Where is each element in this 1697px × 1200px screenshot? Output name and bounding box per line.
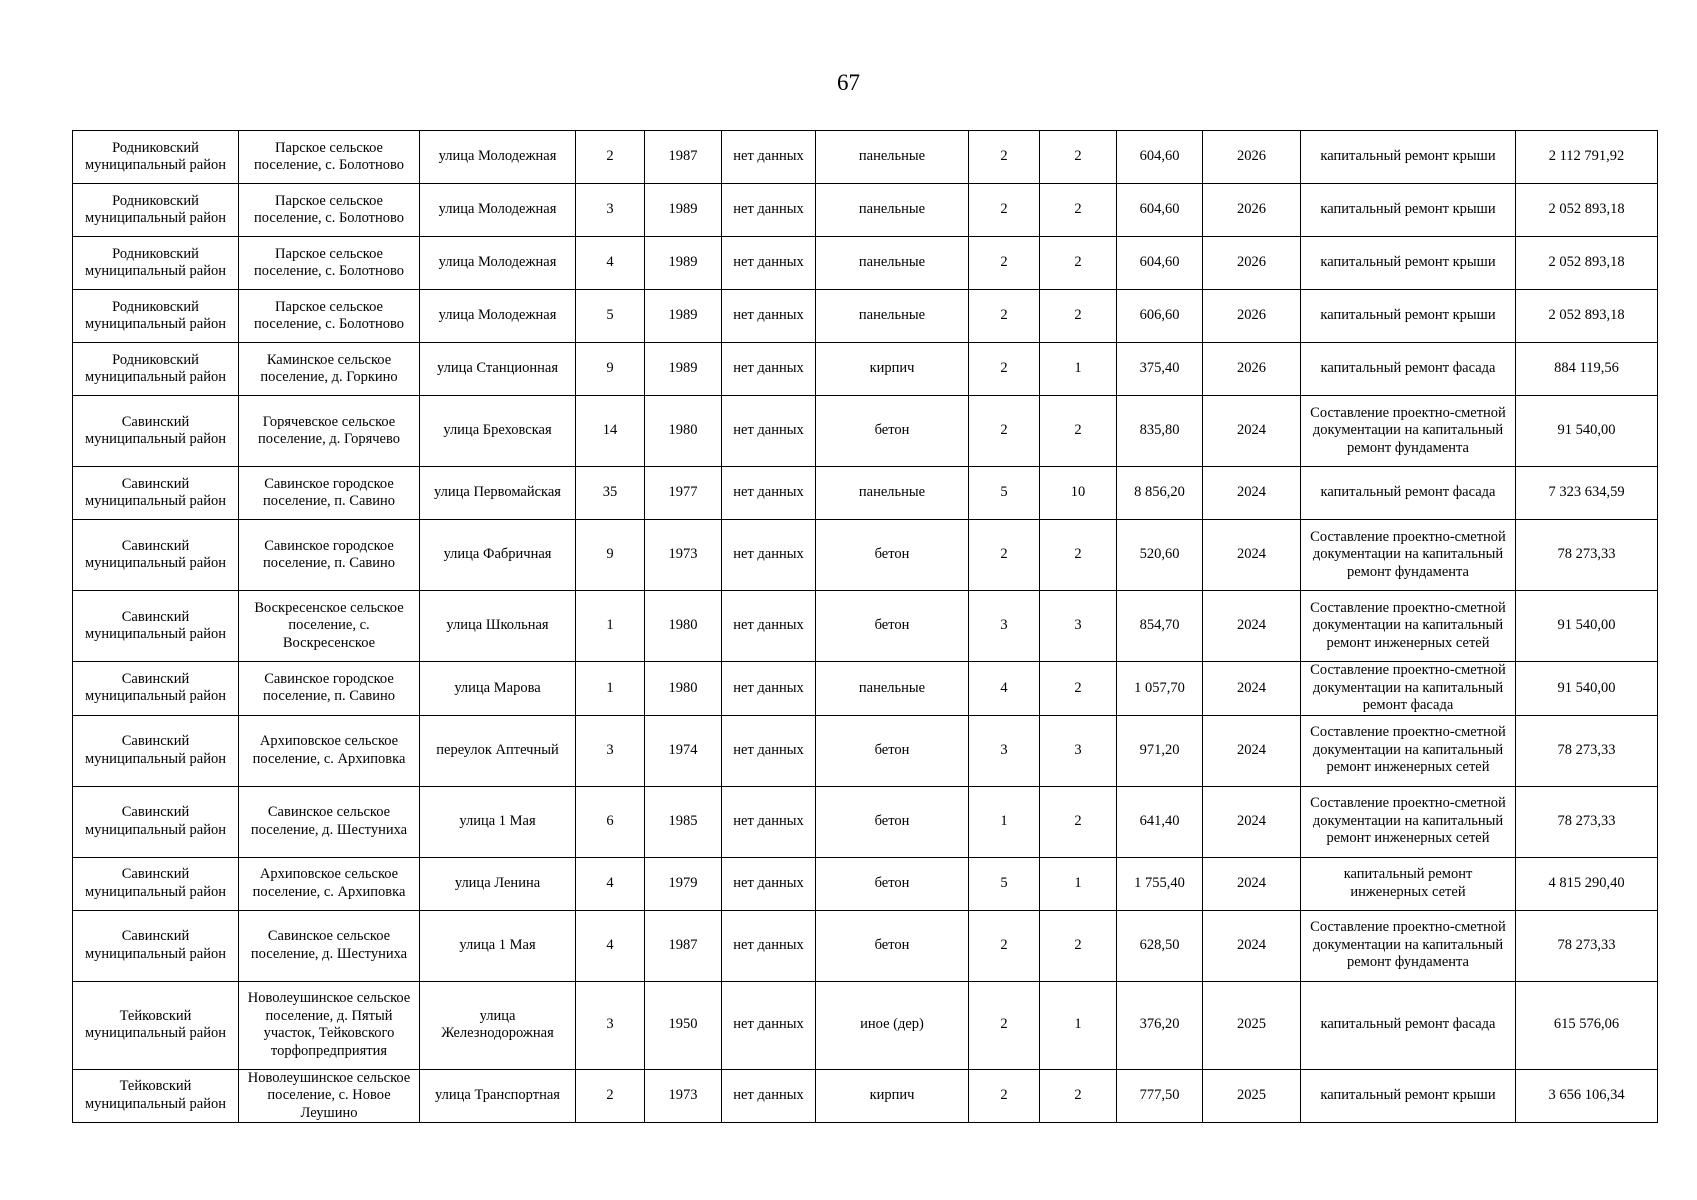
cell-settlement: Новолеушинское сельское поселение, д. Пятый участок, Тейковского торфопредприятия: [239, 981, 420, 1069]
cell-work: капитальный ремонт крыши: [1301, 131, 1516, 184]
cell-floors: 2: [969, 520, 1040, 591]
cell-entrances: 2: [1040, 520, 1117, 591]
cell-settlement: Воскресенское сельское поселение, с. Воскресенское: [239, 591, 420, 662]
table-row: [73, 396, 1658, 467]
cell-plan-year: 2024: [1203, 662, 1301, 716]
cell-floors: 2: [969, 184, 1040, 237]
cell-material: кирпич: [816, 343, 969, 396]
table-row: [73, 131, 1658, 184]
cell-area: 8 856,20: [1117, 467, 1203, 520]
cell-settlement: Парское сельское поселение, с. Болотново: [239, 290, 420, 343]
cell-extra: нет данных: [722, 131, 816, 184]
cell-plan-year: 2026: [1203, 237, 1301, 290]
table-row: [73, 290, 1658, 343]
cell-plan-year: 2026: [1203, 343, 1301, 396]
cell-area: 854,70: [1117, 591, 1203, 662]
cell-district: Родниковский муниципальный район: [73, 131, 239, 184]
cell-floors: 2: [969, 396, 1040, 467]
cell-district: Савинский муниципальный район: [73, 910, 239, 981]
cell-extra: нет данных: [722, 662, 816, 716]
cell-settlement: Савинское городское поселение, п. Савино: [239, 520, 420, 591]
cell-house: 4: [576, 857, 645, 910]
cell-material: бетон: [816, 396, 969, 467]
cell-year: 1979: [645, 857, 722, 910]
cell-settlement: Архиповское сельское поселение, с. Архиповка: [239, 715, 420, 786]
cell-plan-year: 2025: [1203, 981, 1301, 1069]
cell-street: улица Транспортная: [420, 1069, 576, 1123]
cell-plan-year: 2026: [1203, 131, 1301, 184]
cell-area: 1 755,40: [1117, 857, 1203, 910]
cell-plan-year: 2024: [1203, 396, 1301, 467]
cell-house: 1: [576, 591, 645, 662]
cell-year: 1950: [645, 981, 722, 1069]
cell-material: иное (дер): [816, 981, 969, 1069]
table-row: [73, 591, 1658, 662]
cell-house: 1: [576, 662, 645, 716]
cell-extra: нет данных: [722, 715, 816, 786]
cell-floors: 4: [969, 662, 1040, 716]
cell-district: Савинский муниципальный район: [73, 591, 239, 662]
cell-floors: 2: [969, 910, 1040, 981]
cell-area: 520,60: [1117, 520, 1203, 591]
cell-extra: нет данных: [722, 857, 816, 910]
cell-street: улица 1 Мая: [420, 910, 576, 981]
cell-cost: 4 815 290,40: [1516, 857, 1658, 910]
cell-street: переулок Аптечный: [420, 715, 576, 786]
cell-material: панельные: [816, 290, 969, 343]
cell-work: капитальный ремонт фасада: [1301, 467, 1516, 520]
cell-street: улица Бреховская: [420, 396, 576, 467]
cell-plan-year: 2026: [1203, 290, 1301, 343]
cell-entrances: 2: [1040, 237, 1117, 290]
cell-year: 1974: [645, 715, 722, 786]
cell-house: 9: [576, 343, 645, 396]
cell-street: улица Станционная: [420, 343, 576, 396]
cell-area: 375,40: [1117, 343, 1203, 396]
cell-plan-year: 2025: [1203, 1069, 1301, 1123]
cell-material: панельные: [816, 131, 969, 184]
cell-settlement: Парское сельское поселение, с. Болотново: [239, 237, 420, 290]
cell-work: Составление проектно-сметной документации на капитальный ремонт фасада: [1301, 662, 1516, 716]
cell-house: 3: [576, 715, 645, 786]
cell-plan-year: 2024: [1203, 786, 1301, 857]
cell-plan-year: 2024: [1203, 467, 1301, 520]
cell-extra: нет данных: [722, 786, 816, 857]
cell-house: 4: [576, 237, 645, 290]
cell-entrances: 2: [1040, 290, 1117, 343]
cell-extra: нет данных: [722, 184, 816, 237]
cell-plan-year: 2024: [1203, 715, 1301, 786]
cell-settlement: Савинское сельское поселение, д. Шестуниха: [239, 786, 420, 857]
cell-settlement: Савинское городское поселение, п. Савино: [239, 662, 420, 716]
cell-year: 1973: [645, 1069, 722, 1123]
cell-entrances: 2: [1040, 662, 1117, 716]
cell-year: 1989: [645, 343, 722, 396]
cell-cost: 91 540,00: [1516, 662, 1658, 716]
cell-plan-year: 2024: [1203, 910, 1301, 981]
cell-cost: 91 540,00: [1516, 396, 1658, 467]
table-row: [73, 184, 1658, 237]
cell-area: 628,50: [1117, 910, 1203, 981]
cell-plan-year: 2024: [1203, 591, 1301, 662]
table-row: [73, 910, 1658, 981]
cell-material: бетон: [816, 715, 969, 786]
cell-street: улица Фабричная: [420, 520, 576, 591]
cell-floors: 2: [969, 237, 1040, 290]
cell-house: 5: [576, 290, 645, 343]
cell-area: 604,60: [1117, 184, 1203, 237]
cell-work: капитальный ремонт фасада: [1301, 343, 1516, 396]
cell-cost: 615 576,06: [1516, 981, 1658, 1069]
cell-year: 1980: [645, 396, 722, 467]
cell-cost: 91 540,00: [1516, 591, 1658, 662]
cell-year: 1977: [645, 467, 722, 520]
cell-entrances: 2: [1040, 786, 1117, 857]
table-row: [73, 715, 1658, 786]
cell-floors: 5: [969, 467, 1040, 520]
cell-material: панельные: [816, 184, 969, 237]
cell-area: 376,20: [1117, 981, 1203, 1069]
cell-material: бетон: [816, 591, 969, 662]
cell-district: Родниковский муниципальный район: [73, 343, 239, 396]
cell-floors: 2: [969, 343, 1040, 396]
cell-floors: 1: [969, 786, 1040, 857]
cell-entrances: 3: [1040, 591, 1117, 662]
repair-registry-table: [72, 130, 1658, 1123]
cell-settlement: Савинское городское поселение, п. Савино: [239, 467, 420, 520]
cell-house: 4: [576, 910, 645, 981]
cell-work: капитальный ремонт крыши: [1301, 237, 1516, 290]
cell-extra: нет данных: [722, 520, 816, 591]
cell-street: улица 1 Мая: [420, 786, 576, 857]
cell-work: капитальный ремонт крыши: [1301, 184, 1516, 237]
cell-floors: 2: [969, 981, 1040, 1069]
cell-house: 2: [576, 1069, 645, 1123]
cell-work: Составление проектно-сметной документации на капитальный ремонт инженерных сетей: [1301, 591, 1516, 662]
cell-plan-year: 2024: [1203, 520, 1301, 591]
cell-cost: 2 052 893,18: [1516, 237, 1658, 290]
cell-year: 1980: [645, 662, 722, 716]
cell-cost: 2 112 791,92: [1516, 131, 1658, 184]
cell-area: 604,60: [1117, 237, 1203, 290]
cell-area: 1 057,70: [1117, 662, 1203, 716]
table-row: [73, 343, 1658, 396]
cell-district: Савинский муниципальный район: [73, 715, 239, 786]
cell-district: Савинский муниципальный район: [73, 520, 239, 591]
cell-entrances: 1: [1040, 981, 1117, 1069]
cell-settlement: Парское сельское поселение, с. Болотново: [239, 131, 420, 184]
cell-cost: 3 656 106,34: [1516, 1069, 1658, 1123]
cell-year: 1987: [645, 131, 722, 184]
cell-street: улица Железнодорожная: [420, 981, 576, 1069]
cell-material: панельные: [816, 662, 969, 716]
cell-area: 777,50: [1117, 1069, 1203, 1123]
cell-cost: 78 273,33: [1516, 786, 1658, 857]
cell-entrances: 10: [1040, 467, 1117, 520]
cell-street: улица Школьная: [420, 591, 576, 662]
cell-year: 1989: [645, 290, 722, 343]
cell-entrances: 1: [1040, 343, 1117, 396]
cell-district: Родниковский муниципальный район: [73, 184, 239, 237]
cell-house: 3: [576, 184, 645, 237]
cell-plan-year: 2024: [1203, 857, 1301, 910]
cell-street: улица Первомайская: [420, 467, 576, 520]
cell-material: панельные: [816, 467, 969, 520]
cell-extra: нет данных: [722, 396, 816, 467]
cell-cost: 78 273,33: [1516, 910, 1658, 981]
cell-floors: 2: [969, 1069, 1040, 1123]
cell-extra: нет данных: [722, 591, 816, 662]
cell-house: 3: [576, 981, 645, 1069]
cell-area: 606,60: [1117, 290, 1203, 343]
cell-floors: 2: [969, 290, 1040, 343]
cell-house: 14: [576, 396, 645, 467]
cell-extra: нет данных: [722, 981, 816, 1069]
cell-year: 1973: [645, 520, 722, 591]
cell-material: бетон: [816, 786, 969, 857]
table-row: [73, 1069, 1658, 1123]
cell-material: бетон: [816, 520, 969, 591]
cell-district: Родниковский муниципальный район: [73, 290, 239, 343]
cell-district: Тейковский муниципальный район: [73, 981, 239, 1069]
cell-material: бетон: [816, 910, 969, 981]
cell-street: улица Молодежная: [420, 290, 576, 343]
cell-year: 1980: [645, 591, 722, 662]
cell-work: капитальный ремонт крыши: [1301, 1069, 1516, 1123]
cell-settlement: Горячевское сельское поселение, д. Горячево: [239, 396, 420, 467]
cell-entrances: 3: [1040, 715, 1117, 786]
cell-settlement: Каминское сельское поселение, д. Горкино: [239, 343, 420, 396]
cell-extra: нет данных: [722, 237, 816, 290]
cell-district: Савинский муниципальный район: [73, 662, 239, 716]
cell-street: улица Ленина: [420, 857, 576, 910]
cell-cost: 884 119,56: [1516, 343, 1658, 396]
cell-cost: 78 273,33: [1516, 520, 1658, 591]
table-row: [73, 857, 1658, 910]
cell-cost: 2 052 893,18: [1516, 290, 1658, 343]
cell-year: 1989: [645, 184, 722, 237]
cell-extra: нет данных: [722, 467, 816, 520]
cell-year: 1987: [645, 910, 722, 981]
cell-entrances: 2: [1040, 1069, 1117, 1123]
table-row: [73, 520, 1658, 591]
cell-house: 35: [576, 467, 645, 520]
cell-street: улица Молодежная: [420, 237, 576, 290]
cell-work: Составление проектно-сметной документации на капитальный ремонт инженерных сетей: [1301, 786, 1516, 857]
table-row: [73, 981, 1658, 1069]
cell-material: бетон: [816, 857, 969, 910]
cell-cost: 2 052 893,18: [1516, 184, 1658, 237]
table-row: [73, 662, 1658, 716]
cell-house: 2: [576, 131, 645, 184]
cell-work: Составление проектно-сметной документации на капитальный ремонт фундамента: [1301, 520, 1516, 591]
cell-extra: нет данных: [722, 290, 816, 343]
cell-extra: нет данных: [722, 910, 816, 981]
cell-house: 6: [576, 786, 645, 857]
table-row: [73, 237, 1658, 290]
cell-entrances: 2: [1040, 131, 1117, 184]
cell-area: 604,60: [1117, 131, 1203, 184]
cell-floors: 5: [969, 857, 1040, 910]
cell-street: улица Марова: [420, 662, 576, 716]
cell-settlement: Архиповское сельское поселение, с. Архиповка: [239, 857, 420, 910]
cell-area: 835,80: [1117, 396, 1203, 467]
cell-area: 971,20: [1117, 715, 1203, 786]
cell-street: улица Молодежная: [420, 131, 576, 184]
cell-plan-year: 2026: [1203, 184, 1301, 237]
cell-work: Составление проектно-сметной документации на капитальный ремонт фундамента: [1301, 396, 1516, 467]
cell-settlement: Новолеушинское сельское поселение, с. Новое Леушино: [239, 1069, 420, 1123]
cell-district: Савинский муниципальный район: [73, 467, 239, 520]
cell-material: кирпич: [816, 1069, 969, 1123]
table-row: [73, 467, 1658, 520]
cell-work: капитальный ремонт фасада: [1301, 981, 1516, 1069]
table-row: [73, 786, 1658, 857]
cell-work: капитальный ремонт крыши: [1301, 290, 1516, 343]
cell-entrances: 2: [1040, 184, 1117, 237]
cell-year: 1985: [645, 786, 722, 857]
cell-work: Составление проектно-сметной документации на капитальный ремонт фундамента: [1301, 910, 1516, 981]
cell-district: Савинский муниципальный район: [73, 857, 239, 910]
cell-settlement: Савинское сельское поселение, д. Шестуниха: [239, 910, 420, 981]
cell-entrances: 1: [1040, 857, 1117, 910]
cell-street: улица Молодежная: [420, 184, 576, 237]
cell-year: 1989: [645, 237, 722, 290]
cell-house: 9: [576, 520, 645, 591]
cell-district: Савинский муниципальный район: [73, 786, 239, 857]
cell-floors: 2: [969, 131, 1040, 184]
cell-entrances: 2: [1040, 910, 1117, 981]
cell-district: Савинский муниципальный район: [73, 396, 239, 467]
cell-district: Тейковский муниципальный район: [73, 1069, 239, 1123]
cell-area: 641,40: [1117, 786, 1203, 857]
cell-work: Составление проектно-сметной документации на капитальный ремонт инженерных сетей: [1301, 715, 1516, 786]
cell-cost: 7 323 634,59: [1516, 467, 1658, 520]
cell-extra: нет данных: [722, 343, 816, 396]
cell-district: Родниковский муниципальный район: [73, 237, 239, 290]
cell-extra: нет данных: [722, 1069, 816, 1123]
cell-floors: 3: [969, 715, 1040, 786]
cell-floors: 3: [969, 591, 1040, 662]
cell-cost: 78 273,33: [1516, 715, 1658, 786]
cell-material: панельные: [816, 237, 969, 290]
cell-work: капитальный ремонт инженерных сетей: [1301, 857, 1516, 910]
cell-entrances: 2: [1040, 396, 1117, 467]
page-number: 67: [837, 70, 860, 95]
cell-settlement: Парское сельское поселение, с. Болотново: [239, 184, 420, 237]
table-body: [73, 131, 1658, 1123]
